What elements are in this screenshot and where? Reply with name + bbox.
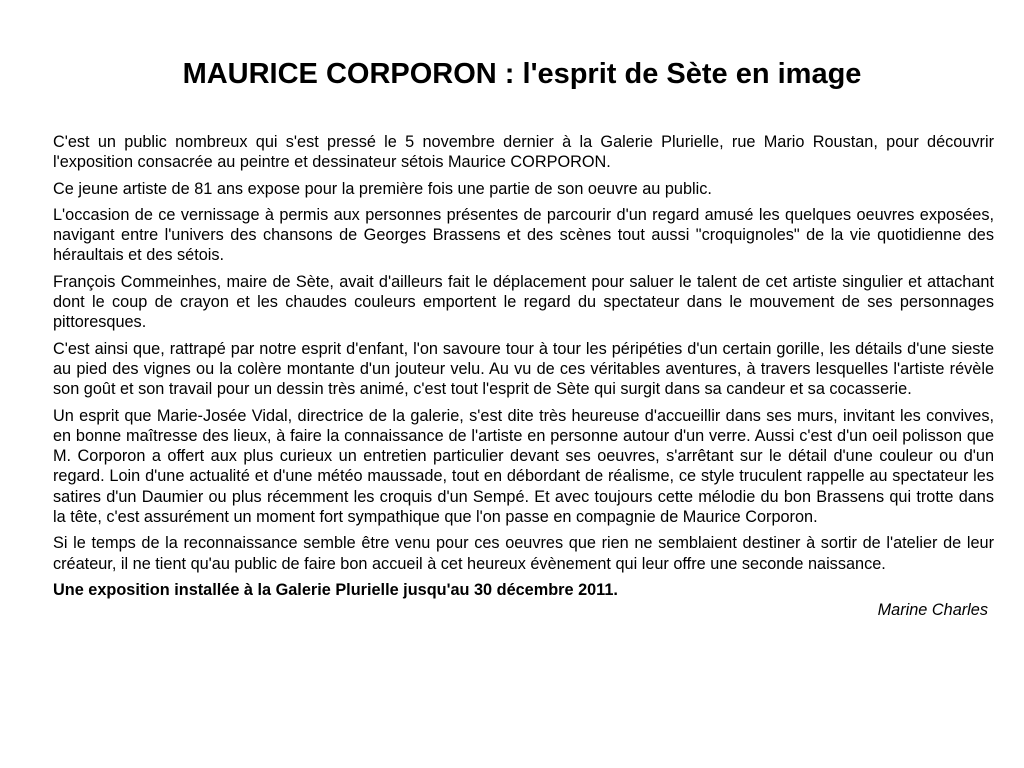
exhibition-closing-note: Une exposition installée à la Galerie Plurielle jusqu'au 30 décembre 2011. bbox=[53, 580, 618, 599]
article-paragraph-6: Un esprit que Marie-Josée Vidal, directrice de la galerie, s'est dite très heureuse d'accueillir dans ses murs, invitant les convives, en bonne maîtresse des lieux, à faire la connaissance de l'artiste en personne autour d'un verre. Aussi c'est d'un oeil polisson que M. Corporon a offert aux plus curieux un entretien particulier devant ses oeuvres, s'arrêtant sur le détail d'une couleur ou d'un regard. Loin d'une actualité et d'une météo maussade, tout en débordant de réalisme, ce style truculent rappelle au spectateur les satires d'un Daumier ou plus récemment les croquis d'un Sempé. Et avec toujours cette mélodie du bon Brassens qui trotte dans la tête, c'est assurément un moment fort sympathique que l'on passe en compagnie de Maurice Corporon. bbox=[53, 406, 994, 527]
article-paragraph-2: Ce jeune artiste de 81 ans expose pour la première fois une partie de son oeuvre au public. bbox=[53, 179, 712, 198]
article-paragraph-7: Si le temps de la reconnaissance semble être venu pour ces oeuvres que rien ne semblaient destiner à sortir de l'atelier de leur créateur, il ne tient qu'au public de faire bon accueil à cet heureux évènement qui leur offre une seconde naissance. bbox=[53, 534, 994, 573]
article-paragraph-4: François Commeinhes, maire de Sète, avait d'ailleurs fait le déplacement pour saluer le talent de cet artiste singulier et attachant dont le coup de crayon et les chaudes couleurs emportent le regard du spectateur dans le mouvement de ses personnages pittoresques. bbox=[53, 272, 994, 332]
article-paragraph-1: C'est un public nombreux qui s'est pressé le 5 novembre dernier à la Galerie Plurielle, rue Mario Roustan, pour découvrir l'exposition consacrée au peintre et dessinateur sétois Maurice CORPORON. bbox=[53, 133, 994, 172]
article-paragraph-3: L'occasion de ce vernissage à permis aux personnes présentes de parcourir d'un regard amusé les quelques oeuvres exposées, navigant entre l'univers des chansons de Georges Brassens et des scènes tout aussi "croquignoles" de la vie quotidienne des héraultais et des sétois. bbox=[53, 205, 994, 265]
article-paragraph-5: C'est ainsi que, rattrapé par notre esprit d'enfant, l'on savoure tour à tour les péripéties d'un certain gorille, les détails d'une sieste au pied des vignes ou la colère montante d'un jouteur velu. Au vu de ces véritables aventures, à travers lesquelles l'artiste révèle son goût et son travail pour un dessin très animé, c'est tout l'esprit de Sète qui surgit dans sa candeur et sa cocasserie. bbox=[53, 339, 994, 399]
article-title: MAURICE CORPORON : l'esprit de Sète en image bbox=[182, 58, 862, 90]
article-body bbox=[53, 132, 994, 621]
author-signature: Marine Charles bbox=[877, 601, 988, 620]
